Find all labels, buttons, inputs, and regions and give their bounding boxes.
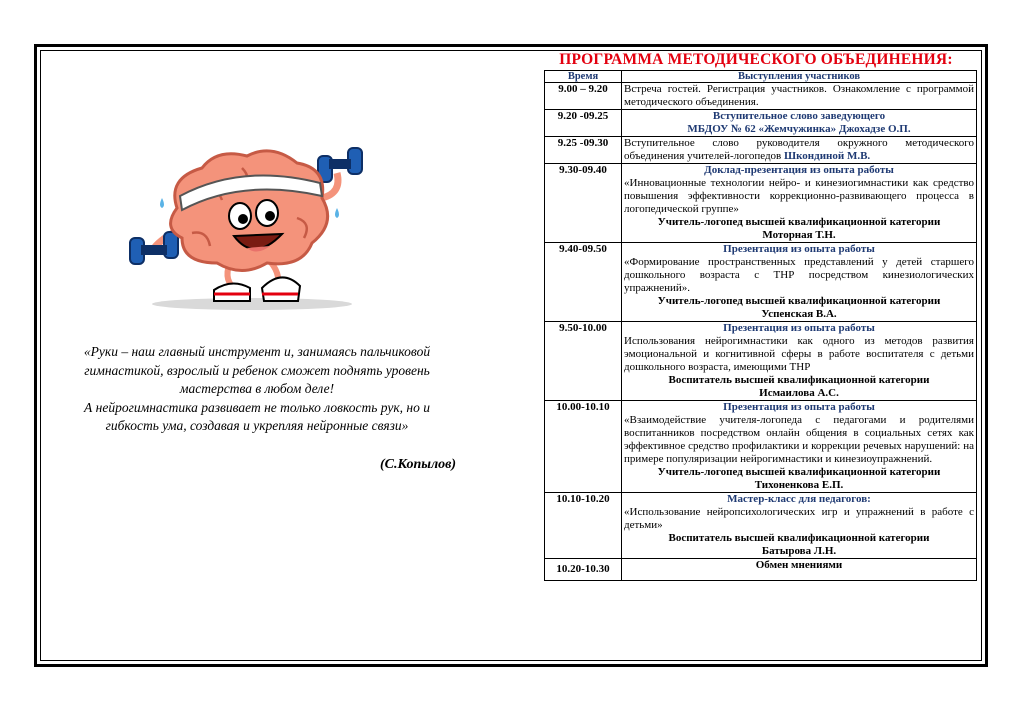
row-time: 10.20-10.30 [545, 559, 622, 581]
row-time: 9.25 -09.30 [545, 137, 622, 164]
row-time: 9.30-09.40 [545, 164, 622, 243]
row-text: Встреча гостей. Регистрация участников. Ознакомление с программой методического объединения. [624, 83, 974, 108]
speaker-role: Учитель-логопед высшей квалификационной категории [657, 295, 941, 307]
row-text: Использования нейрогимнастики как одного из методов развития эмоциональной и когнитивной сферы в работе воспитателя с детьми дошкольного возраста, имеющими ТНР [624, 335, 974, 373]
table-row [545, 83, 977, 110]
quote-line: гимнастикой, взрослый и ребенок сможет поднять уровень [84, 362, 430, 378]
quote-line: А нейрогимнастика развивает не только ловкость рук, но и [84, 399, 430, 415]
speaker-name: Исмаилова А.С. [759, 387, 839, 399]
column-header-time: Время [545, 71, 622, 83]
row-content [622, 164, 977, 243]
row-heading: Доклад-презентация из опыта работы [704, 164, 894, 176]
table-row [545, 243, 977, 322]
speaker-name: Тихоненкова Е.П. [754, 479, 844, 491]
row-content [622, 83, 977, 110]
row-content [622, 243, 977, 322]
program-title: ПРОГРАММА МЕТОДИЧЕСКОГО ОБЪЕДИНЕНИЯ: [559, 51, 953, 68]
row-text: Вступительное слово руководителя окружного методического объединения учителей-логопедов [624, 137, 974, 162]
row-text: «Взаимодействие учителя-логопеда с педагогами и родителями воспитанников посредством онлайн общения в социальных сетях как эффективное средство профилактики и коррекции речевых нарушений: на примере популяризации нейрогимнастики и кинезиоупражнений. [624, 414, 974, 465]
speaker-role: Учитель-логопед высшей квалификационной категории [657, 466, 941, 478]
speaker-name: Батырова Л.Н. [761, 545, 837, 557]
row-text: «Формирование пространственных представлений у детей старшего дошкольного возраста с ТНР посредством кинезиологических упражнений». [624, 256, 974, 294]
row-text: Обмен мнениями [755, 559, 843, 571]
row-content [622, 401, 977, 493]
speaker-name: Моторная Т.Н. [762, 229, 836, 241]
row-heading: Вступительное слово заведующего [712, 110, 886, 122]
table-row [545, 559, 977, 581]
speaker-name: Успенская В.А. [761, 308, 837, 320]
table-row [545, 164, 977, 243]
row-heading: Презентация из опыта работы [723, 322, 875, 334]
row-text: «Использование нейропсихологических игр и упражнений в работе с детьми» [624, 506, 974, 531]
row-time: 9.00 – 9.20 [545, 83, 622, 110]
quote-line: «Руки – наш главный инструмент и, занимаясь пальчиковой [83, 344, 431, 359]
speaker-role: Воспитатель высшей квалификационной категории [668, 374, 930, 386]
row-heading: Презентация из опыта работы [723, 243, 875, 255]
row-heading: Мастер-класс для педагогов: [727, 493, 871, 505]
row-content [622, 559, 977, 581]
table-row [545, 322, 977, 401]
speaker-name: Шкондиной М.В. [784, 150, 871, 162]
table-header-row [545, 71, 977, 83]
row-time: 10.00-10.10 [545, 401, 622, 493]
quote-line: мастерства в любом деле! [179, 381, 335, 396]
row-heading: МБДОУ № 62 «Жемчужинка» Джохадзе О.П. [687, 123, 911, 135]
row-content [622, 137, 977, 164]
column-header-talks: Выступления участников [622, 71, 977, 83]
row-time: 9.50-10.00 [545, 322, 622, 401]
row-text: «Инновационные технологии нейро- и кинезиогимнастики как средство повышения эффективности коррекционно-развивающего процесса в логопедической группе» [624, 177, 974, 215]
row-time: 9.20 -09.25 [545, 110, 622, 137]
cartoon-brain-exercising-icon [122, 138, 372, 313]
row-time: 10.10-10.20 [545, 493, 622, 559]
row-heading: Презентация из опыта работы [723, 401, 875, 413]
quote-author: (С.Копылов) [380, 457, 457, 472]
quote-block [52, 343, 462, 436]
row-content [622, 493, 977, 559]
row-time: 9.40-09.50 [545, 243, 622, 322]
speaker-role: Воспитатель высшей квалификационной категории [668, 532, 930, 544]
row-content [622, 110, 977, 137]
program-table [544, 70, 977, 581]
table-row [545, 137, 977, 164]
table-row [545, 401, 977, 493]
quote-line: гибкость ума, создавая и укрепляя нейронные связи» [105, 418, 409, 433]
table-row [545, 110, 977, 137]
table-row [545, 493, 977, 559]
row-content [622, 322, 977, 401]
speaker-role: Учитель-логопед высшей квалификационной категории [657, 216, 941, 228]
